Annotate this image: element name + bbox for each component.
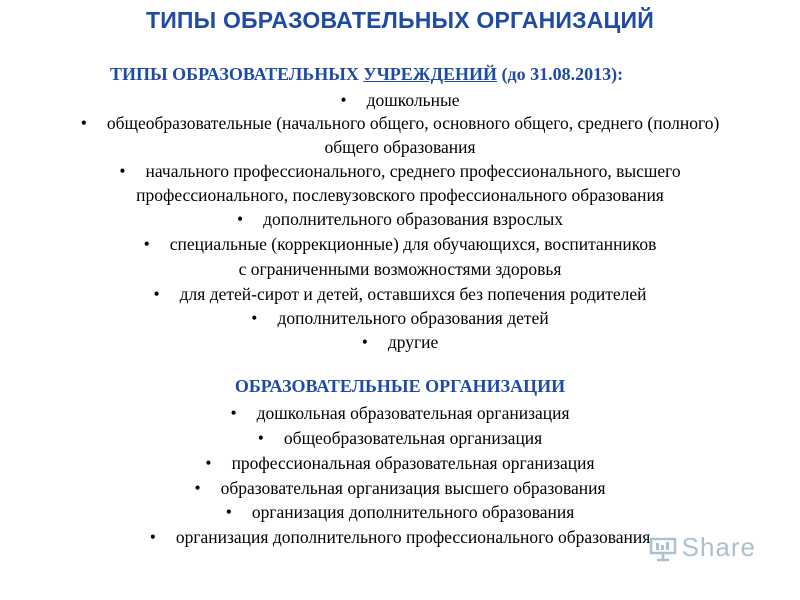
- page-title: ТИПЫ ОБРАЗОВАТЕЛЬНЫХ ОРГАНИЗАЦИЙ: [145, 7, 655, 33]
- watermark-logo: [648, 532, 756, 563]
- section1-item: • для детей-сирот и детей, оставшихся без попечения родителей: [0, 283, 800, 305]
- presentation-board-icon: [648, 533, 678, 563]
- section1-heading: [110, 64, 750, 85]
- section2-item: • организация дополнительного образования: [0, 501, 800, 523]
- section1-item: • общеобразовательные (начального общего, основного общего, среднего (полного): [0, 112, 800, 134]
- watermark-text: Share: [681, 532, 756, 562]
- section2-item: • профессиональная образовательная организация: [0, 452, 800, 474]
- section2-item: • образовательная организация высшего образования: [0, 477, 800, 499]
- section1-heading-part1: ТИПЫ ОБРАЗОВАТЕЛЬНЫХ: [110, 64, 364, 84]
- section1-item: • другие: [0, 331, 800, 353]
- section1-item-continuation: профессионального, послевузовского профессионального образования: [136, 185, 664, 205]
- section2-item: • дошкольная образовательная организация: [0, 402, 800, 424]
- section1-heading-underlined: УЧРЕЖДЕНИЙ: [363, 64, 498, 84]
- section2-item: • организация дополнительного профессионального образования: [0, 526, 800, 548]
- section1-item: • начального профессионального, среднего профессионального, высшего: [0, 160, 800, 182]
- section1-item: • дополнительного образования детей: [0, 307, 800, 329]
- section1-item-continuation: с ограниченными возможностями здоровья: [238, 259, 562, 279]
- section1-item: • дошкольные: [0, 89, 800, 111]
- section2-item: • общеобразовательная организация: [0, 427, 800, 449]
- section1-heading-part3: (до 31.08.2013):: [497, 64, 624, 84]
- section1-item: • дополнительного образования взрослых: [0, 208, 800, 230]
- section1-item-continuation: общего образования: [324, 137, 476, 157]
- section1-item: • специальные (коррекционные) для обучающихся, воспитанников: [0, 233, 800, 255]
- section2-heading: ОБРАЗОВАТЕЛЬНЫЕ ОРГАНИЗАЦИИ: [234, 376, 566, 396]
